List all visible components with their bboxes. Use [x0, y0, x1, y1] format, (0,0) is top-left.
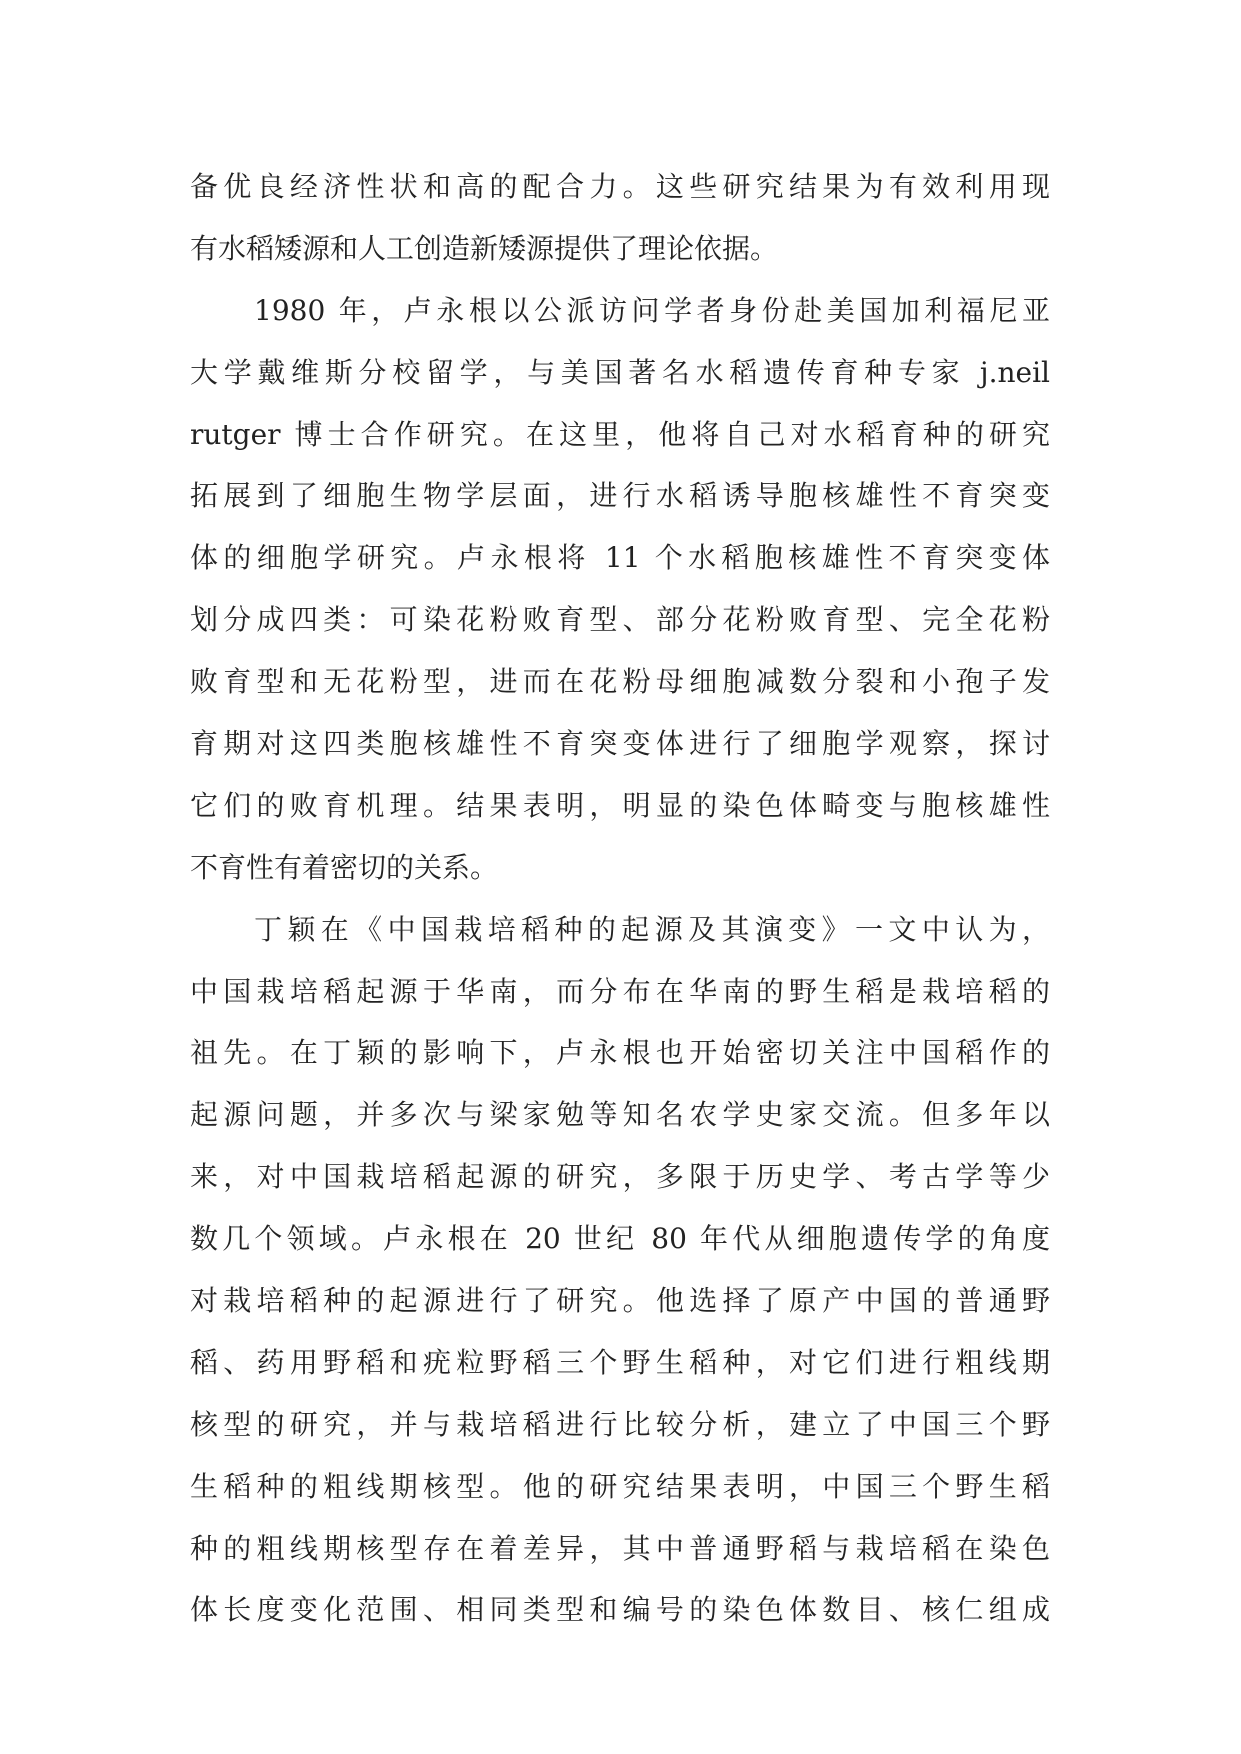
text-line: 拓展到了细胞生物学层面，进行水稻诱导胞核雄性不育突变 [190, 479, 1050, 513]
text-line: 体的细胞学研究。卢永根将 11 个水稻胞核雄性不育突变体 [190, 541, 1050, 575]
text-line: 稻、药用野稻和疣粒野稻三个野生稻种，对它们进行粗线期 [190, 1345, 1050, 1379]
text-line: 有水稻矮源和人工创造新矮源提供了理论依据。 [190, 231, 779, 265]
text-line: 它们的败育机理。结果表明，明显的染色体畸变与胞核雄性 [190, 788, 1050, 822]
text-line: 对栽培稻种的起源进行了研究。他选择了原产中国的普通野 [190, 1284, 1050, 1318]
text-line: 备优良经济性状和高的配合力。这些研究结果为有效利用现 [190, 170, 1050, 203]
body-text [190, 156, 1050, 1641]
paragraph-first-line: 丁颖在《中国栽培稻种的起源及其演变》一文中认为， [254, 912, 1050, 946]
text-line: 育期对这四类胞核雄性不育突变体进行了细胞学观察，探讨 [190, 727, 1050, 761]
text-line: 中国栽培稻起源于华南，而分布在华南的野生稻是栽培稻的 [190, 974, 1050, 1008]
text-line: 大学戴维斯分校留学，与美国著名水稻遗传育种专家 j.neil [190, 355, 1050, 389]
text-line: 划分成四类：可染花粉败育型、部分花粉败育型、完全花粉 [190, 603, 1050, 637]
text-line: 祖先。在丁颖的影响下，卢永根也开始密切关注中国稻作的 [190, 1036, 1050, 1070]
text-line: 生稻种的粗线期核型。他的研究结果表明，中国三个野生稻 [190, 1469, 1050, 1503]
text-line: 体长度变化范围、相同类型和编号的染色体数目、核仁组成 [190, 1593, 1050, 1627]
text-line: 不育性有着密切的关系。 [190, 850, 499, 884]
text-line: 起源问题，并多次与梁家勉等知名农学史家交流。但多年以 [190, 1098, 1050, 1132]
text-line: 败育型和无花粉型，进而在花粉母细胞减数分裂和小孢子发 [190, 665, 1050, 699]
text-line: 核型的研究，并与栽培稻进行比较分析，建立了中国三个野 [190, 1407, 1050, 1441]
text-line: rutger 博士合作研究。在这里，他将自己对水稻育种的研究 [190, 417, 1050, 451]
text-line: 数几个领域。卢永根在 20 世纪 80 年代从细胞遗传学的角度 [190, 1222, 1050, 1256]
text-line: 来，对中国栽培稻起源的研究，多限于历史学、考古学等少 [190, 1160, 1050, 1194]
paragraph-first-line: 1980 年，卢永根以公派访问学者身份赴美国加利福尼亚 [254, 293, 1050, 327]
text-line: 种的粗线期核型存在着差异，其中普通野稻与栽培稻在染色 [190, 1531, 1050, 1565]
